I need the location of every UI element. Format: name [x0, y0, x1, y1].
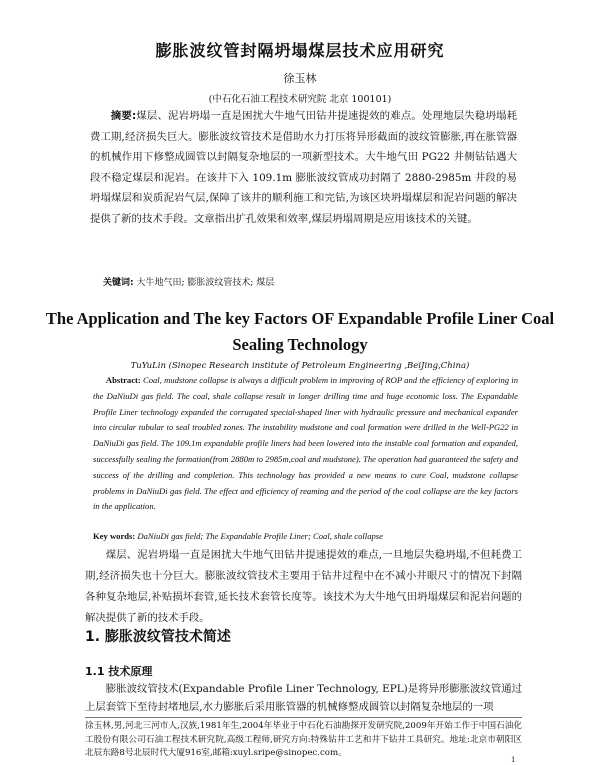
chinese-title: 膨胀波纹管封隔坍塌煤层技术应用研究: [155, 41, 445, 60]
english-keywords-label: Key words:: [93, 531, 136, 541]
footnote-divider: [85, 717, 522, 718]
english-keywords-text: DaNiuDi gas field; The Expandable Profile Liner; Coal, shale collapse: [137, 531, 383, 541]
chinese-keywords-label: 关键词:: [103, 278, 134, 288]
author-footnote: 徐玉林,男,河北三河市人,汉族,1981年生,2004年毕业于中石化石油勘探开发研究院,2009年开始工作于中国石油化工股份有限公司石油工程技术研究院,高级工程师,研究方向:特殊钻井工艺和井下钻井工具研究。地址:北京市朝阳区北辰东路8号北辰时代大厦916室,邮箱:xuyl.sripe@sinopec.com。: [85, 721, 522, 758]
english-abstract-label: Abstract:: [105, 375, 141, 385]
subsection-heading: 1.1 技术原理: [85, 665, 153, 678]
chinese-keywords-text: 大牛地气田; 膨胀波纹管技术; 煤层: [136, 278, 275, 288]
section-heading: 1. 膨胀波纹管技术简述: [85, 629, 231, 645]
english-title: The Application and The key Factors OF Expandable Profile Liner Coal Sealing Technology: [45, 309, 555, 354]
chinese-author: 徐玉林: [283, 72, 317, 85]
chinese-abstract: [90, 106, 517, 230]
page-number: 1: [511, 756, 516, 764]
chinese-abstract-label: 摘要:: [110, 110, 137, 122]
introduction-paragraph: 煤层、泥岩坍塌一直是困扰大牛地气田钻井提速提效的难点,一旦地层失稳坍塌,不但耗费工期,经济损失也十分巨大。膨胀波纹管技术主要用于钻井过程中在不减小井眼尺寸的情况下封隔各种复杂地层,补贴损坏套管,延长技术套管长度等。该技术为大牛地气田坍塌煤层和泥岩问题的解决提供了新的技术手段。: [85, 549, 522, 624]
subsection-paragraph: 膨胀波纹管技术(Expandable Profile Liner Technology, EPL)是将异形膨胀波纹管通过上层套管下至待封堵地层,水力膨胀后采用胀管器的机械修整成圆管以封隔复杂地层的一项: [85, 683, 522, 713]
english-affiliation: TuYuLin (Sinopec Research institute of Petroleum Engineering ,BeiJing,China): [130, 361, 470, 371]
chinese-abstract-text: 煤层、泥岩坍塌一直是困扰大牛地气田钻井提速提效的难点。处理地层失稳坍塌耗费工期,经济损失巨大。膨胀波纹管技术是借助水力打压将异形截面的波纹管膨胀,再在胀管器的机械作用下修整成圆管以封隔复杂地层的一项新型技术。大牛地气田 PG22 井侧钻钻遇大段不稳定煤层和泥岩。在该井下入 109.1m 膨胀波纹管成功封隔了 2880-2985m 井段的易坍塌煤层和炭质泥岩气层,保障了该井的顺利施工和完钻,为该区块坍塌煤层和泥岩问题的解决提供了新的技术手段。文章指出扩孔效果和效率,煤层坍塌周期是应用该技术的关键。: [90, 110, 518, 225]
chinese-keywords: [103, 275, 523, 288]
english-keywords: [93, 531, 518, 541]
english-abstract-text: Coal, mudstone collapse is always a difficult problem in improving of ROP and the efficiency of exploring in the DaNiuDi gas field. The coal, shale collapse result in longer drilling time and huge economic loss. The Expandable Profile Liner technology expanded the corrugated special-shaped liner with hydraulic pressure and mechanical expander into circular tubular to seal troubled zones. The instability mudstone and coal formation were drilled in the Well-PG22 in DaNiuDi gas field. The 109.1m expandable profile liners had been lowered into the instable coal formation and expanded, successfully sealing the formation(from 2880m to 2985m,coal and mudstone). The operation had guaranteed the safety and success of the drilling and completion. This technology has provided a new means to cure Coal, mudstone collapse problems in DaNiuDi gas field. The effect and efficiency of reaming and the period of the coal collapse are the key factors in the application.: [93, 375, 518, 512]
chinese-affiliation: (中石化石油工程技术研究院 北京 100101): [208, 94, 392, 105]
english-abstract: [93, 373, 518, 515]
